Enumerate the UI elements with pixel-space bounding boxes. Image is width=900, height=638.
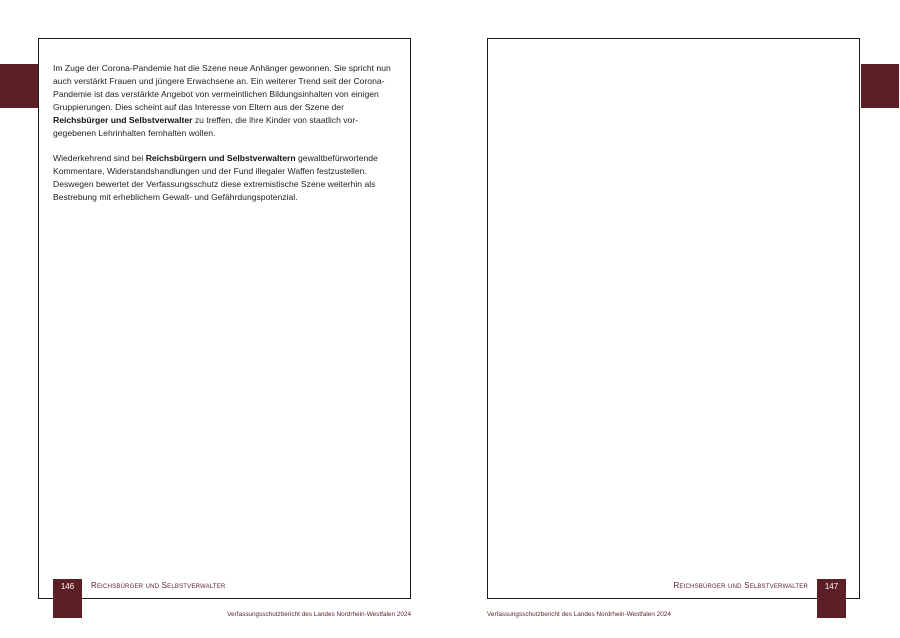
paragraph-2-text-start: Wiederkehrend sind bei [53,153,146,164]
paragraph-2-text-end: gewaltbefürwortende Kommentare, Widerstandshandlungen und der Fund illegaler Waffen festzustellen. Deswegen bewertet der Verfassungsschutz diese extremistische Szene weiterhin als Bestrebung mit erheblichem Gewalt- und Gefährdungspotenzial. [53,153,378,203]
right-page-frame [487,38,860,599]
right-running-head: Reichsbürger und Selbstverwalter [673,581,808,590]
left-footer: Verfassungsschutzbericht des Landes Nordrhein-Westfalen 2024 [227,611,411,618]
right-page-number: 147 [817,579,846,618]
paragraph-violence-assessment [53,152,398,204]
right-footer: Verfassungsschutzbericht des Landes Nordrhein-Westfalen 2024 [487,611,671,618]
paragraph-corona-trend [53,62,398,139]
left-running-head: Reichsbürger und Selbstverwalter [91,581,226,590]
left-side-tab-marker [0,64,38,108]
paragraph-1-bold-term: Reichsbürger und Selbstverwalter [53,114,193,125]
paragraph-1-text-start: Im Zuge der Corona-Pandemie hat die Szene neue Anhänger gewonnen. Sie spricht nun auch verstärkt Frauen und jüngere Erwachsene an. Ein weiterer Trend seit der Corona-Pandemie ist das verstärkte Angebot von vermeintlichen Bildungsinhalten von einigen Gruppierungen. Dies scheint auf das Interesse von Eltern aus der Szene der [53,63,391,112]
paragraph-2-bold-term: Reichsbürgern und Selbstverwaltern [145,153,296,164]
left-page-body [53,62,398,217]
paragraph-1-text-end: zu treffen, die ihre Kinder von staatlich vor-gegebenen Lehrinhalten fernhalten wollen. [53,114,359,138]
right-side-tab-marker [861,64,899,108]
left-page-number: 146 [53,579,82,618]
